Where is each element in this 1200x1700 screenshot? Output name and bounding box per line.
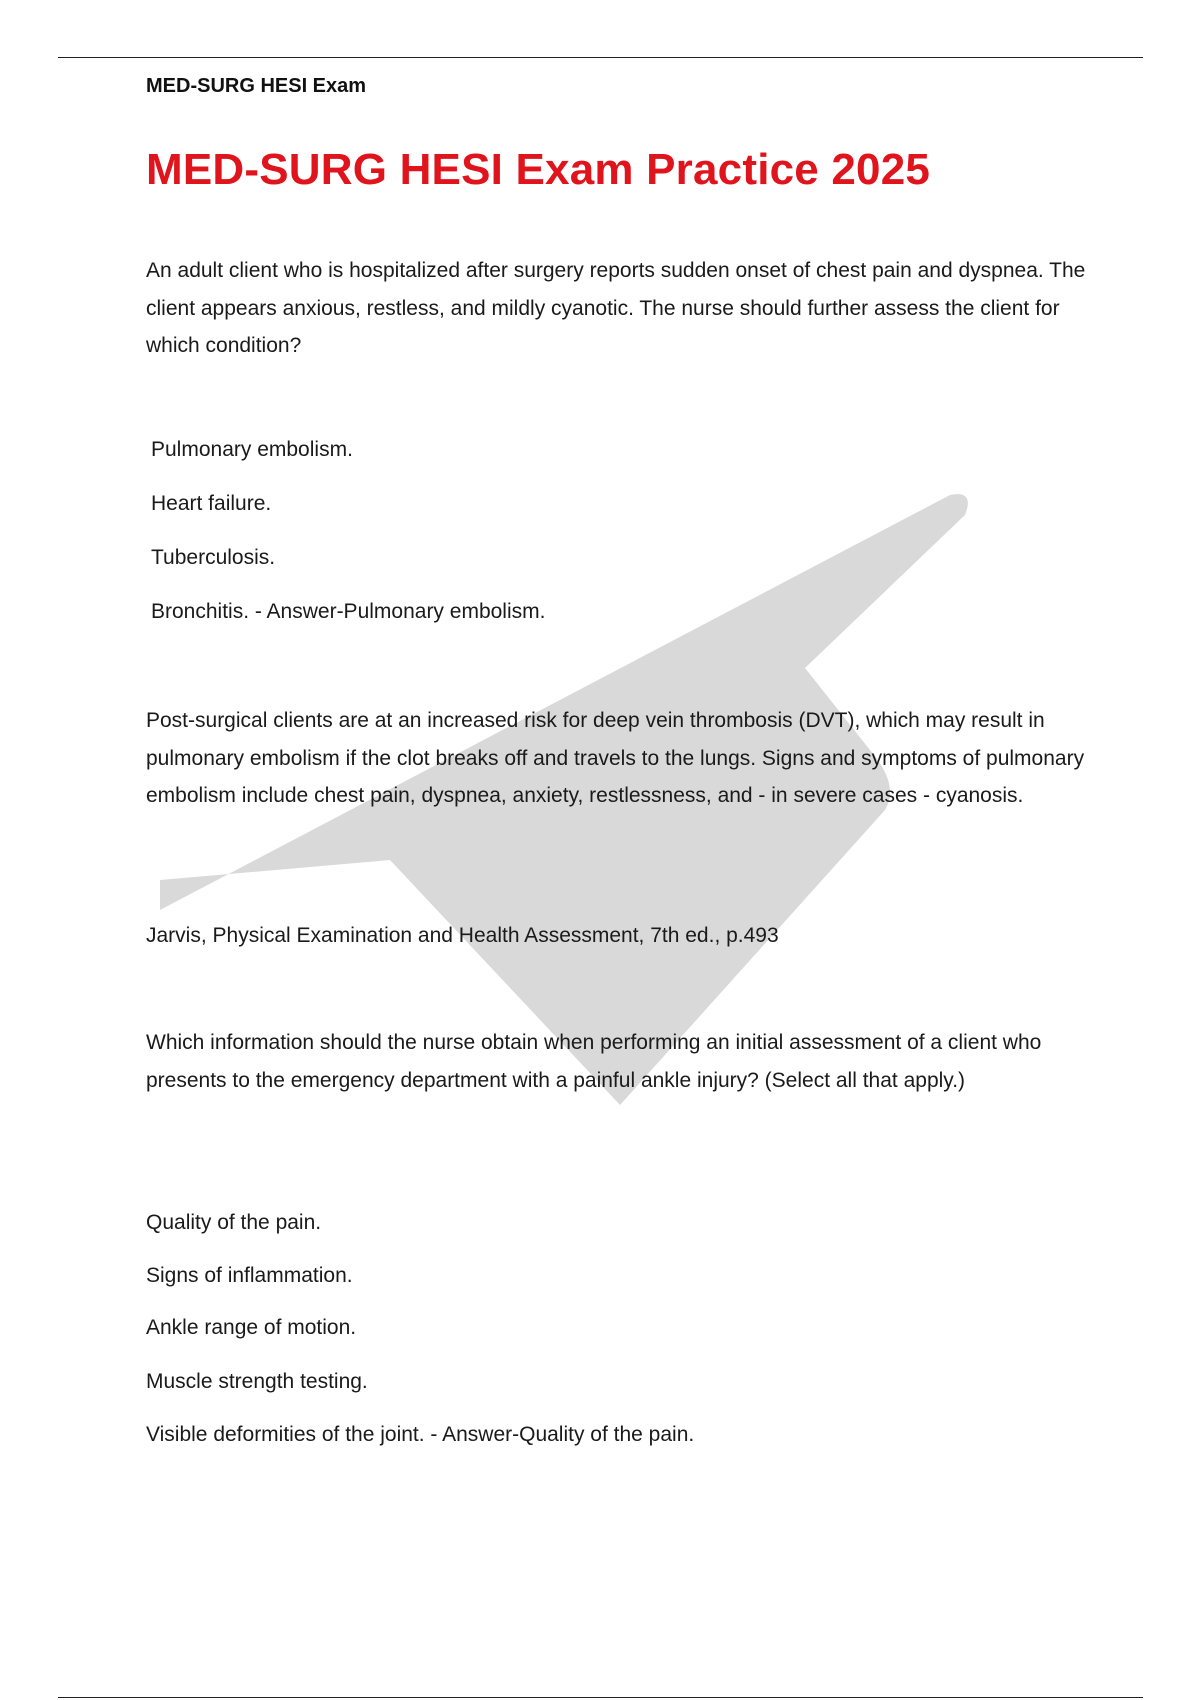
question-1-option-1: Pulmonary embolism. xyxy=(151,438,353,461)
top-rule xyxy=(58,57,1143,58)
question-1-rationale: Post-surgical clients are at an increased risk for deep vein thrombosis (DVT), which may result in pulmonary embolism if the clot breaks off and travels to the lungs. Signs and symptoms of pulmonary embolism include chest pain, dyspnea, anxiety, restlessness, and - in severe cases - cyanosis. xyxy=(146,709,1085,807)
question-2-option-2: Signs of inflammation. xyxy=(146,1264,353,1287)
question-1-option-2: Heart failure. xyxy=(151,492,272,515)
question-2-option-3: Ankle range of motion. xyxy=(146,1316,357,1339)
page-title: MED-SURG HESI Exam Practice 2025 xyxy=(146,145,931,194)
question-1-option-4-answer: Bronchitis. - Answer-Pulmonary embolism. xyxy=(151,600,546,623)
question-1-option-3: Tuberculosis. xyxy=(151,546,276,569)
question-2-option-5-answer: Visible deformities of the joint. - Answer-Quality of the pain. xyxy=(146,1423,695,1446)
bottom-rule xyxy=(58,1697,1143,1698)
question-2-option-4: Muscle strength testing. xyxy=(146,1370,368,1393)
question-1-reference: Jarvis, Physical Examination and Health Assessment, 7th ed., p.493 xyxy=(146,924,779,947)
running-header: MED-SURG HESI Exam xyxy=(146,75,367,97)
question-1-stem: An adult client who is hospitalized after surgery reports sudden onset of chest pain and dyspnea. The client appears anxious, restless, and mildly cyanotic. The nurse should further assess the client for which condition? xyxy=(146,259,1086,357)
question-2-option-1: Quality of the pain. xyxy=(146,1211,322,1234)
question-2-stem: Which information should the nurse obtain when performing an initial assessment of a client who presents to the emergency department with a painful ankle injury? (Select all that apply.) xyxy=(146,1031,1042,1092)
